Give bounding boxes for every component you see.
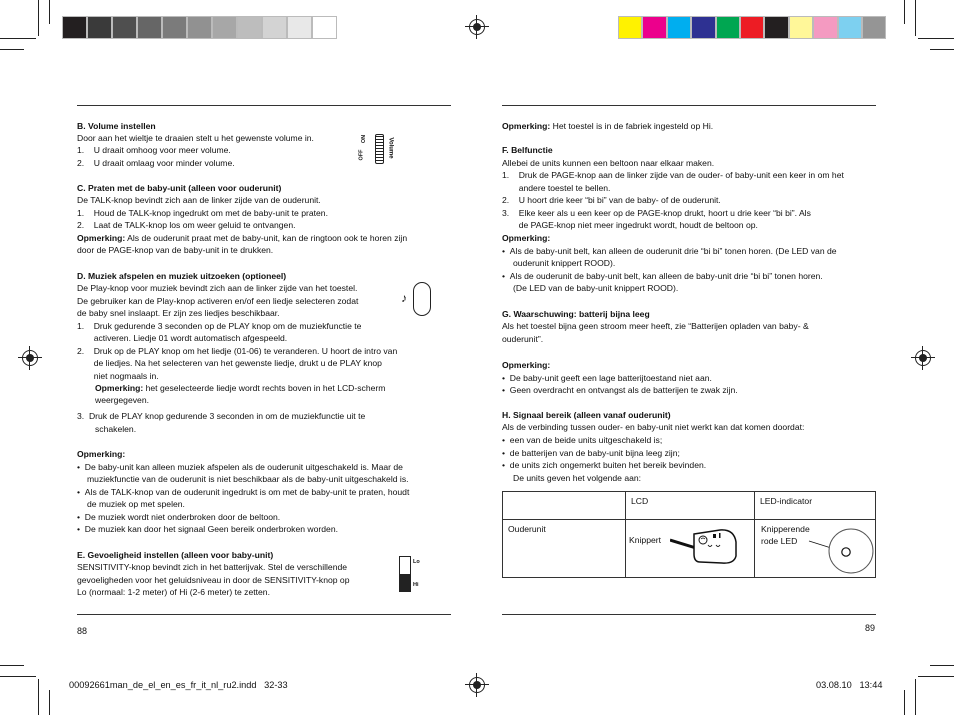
bullet-cont: muziekfunctie van de ouderunit is niet beschikbaar als de baby-unit uitgeschakeld is. — [87, 474, 409, 484]
bullet-cont: ouderunit knippert ROOD). — [513, 258, 616, 268]
section-d-note-label: Opmerking: — [77, 449, 126, 459]
crop-mark — [38, 0, 39, 36]
sensitivity-switch-icon — [399, 556, 429, 594]
left-top-rule — [77, 105, 451, 106]
section-d-inline-note — [95, 382, 385, 394]
led-label-line-1: Knipperende — [761, 524, 810, 534]
crop-mark — [904, 690, 905, 715]
bullet-item: • De muziek kan door het signaal Geen bereik onderbroken worden. — [77, 524, 338, 534]
color-swatch — [642, 16, 666, 39]
section-d-line: 2. Druk op de PLAY knop om het liedje (01-06) te veranderen. U hoort de intro van — [77, 346, 398, 356]
section-d-inline-note-cont: weergegeven. — [95, 395, 149, 405]
section-h-after: De units geven het volgende aan: — [513, 473, 642, 483]
color-swatch — [618, 16, 642, 39]
crop-mark — [930, 665, 954, 666]
color-swatch — [862, 16, 886, 39]
crop-mark — [0, 665, 24, 666]
crop-mark — [38, 679, 39, 715]
section-d-title: D. Muziek afspelen en muziek uitzoeken (optioneel) — [77, 271, 287, 281]
color-swatch — [312, 16, 337, 39]
page-number: 89 — [865, 623, 876, 633]
color-swatch — [838, 16, 862, 39]
section-f-line: 2. U hoort drie keer “bi bi” van de baby- of de ouderunit. — [502, 195, 721, 205]
color-swatch — [162, 16, 187, 39]
note-text: Als de ouderunit praat met de baby-unit, kan de ringtoon ook te horen zijn — [125, 233, 408, 243]
section-b-title: B. Volume instellen — [77, 121, 156, 131]
crop-mark — [918, 676, 954, 677]
bullet-item: • Als de TALK-knop van de ouderunit ingedrukt is om met de baby-unit te praten, houdt — [77, 487, 410, 497]
section-c-title: C. Praten met de baby-unit (alleen voor ouderunit) — [77, 183, 282, 193]
bullet-text: De muziek kan door het signaal Geen bereik onderbroken worden. — [84, 524, 338, 534]
bullet-item: • Als de baby-unit belt, kan alleen de ouderunit drie “bi bi” tonen horen. (De LED van de — [502, 246, 837, 256]
color-swatch — [813, 16, 837, 39]
volume-on-label: ON — [361, 134, 368, 144]
color-swatch — [187, 16, 212, 39]
crop-mark — [930, 49, 954, 50]
section-f-note-label: Opmerking: — [502, 233, 551, 243]
bullet-text: de units zich ongemerkt buiten het bereik bevinden. — [509, 460, 707, 470]
section-d-item3: 3. Druk de PLAY knop gedurende 3 seconden in om de muziekfunctie uit te — [77, 411, 366, 421]
registration-mark-icon — [22, 350, 38, 366]
section-c-note — [77, 232, 407, 244]
bullet-item: • De muziek wordt niet onderbroken door de beltoon. — [77, 512, 281, 522]
section-f-line: 1. Druk de PAGE-knop aan de linker zijde van de ouder- of baby-unit een keer in om het — [502, 170, 844, 180]
section-f-line: andere toestel te bellen. — [502, 183, 611, 193]
crop-mark — [49, 690, 50, 715]
footer-date-value: 03.08.10 — [816, 680, 852, 690]
section-e-line: SENSITIVITY-knop bevindt zich in het batterijvak. Stel de verschillende — [77, 562, 348, 572]
right-bottom-rule — [502, 614, 876, 615]
color-swatch — [789, 16, 813, 39]
section-d-line: 1. Druk gedurende 3 seconden op de PLAY knop om de muziekfunctie te — [77, 321, 362, 331]
section-c-line: 2. Laat de TALK-knop los om weer geluid te ontvangen. — [77, 220, 296, 230]
registration-mark-icon — [469, 19, 485, 35]
top-note — [502, 120, 713, 132]
note-label: Opmerking: — [502, 121, 551, 131]
color-swatch — [62, 16, 87, 39]
bullet-text: Als de ouderunit de baby-unit belt, kan alleen de baby-unit drie “bi bi” tonen horen. — [509, 271, 823, 281]
bullet-cont: (De LED van de baby-unit knippert ROOD). — [513, 283, 679, 293]
volume-wheel-icon — [358, 130, 402, 170]
volume-off-label: OFF — [358, 149, 365, 161]
crop-mark — [0, 676, 36, 677]
bullet-item: • de units zich ongemerkt buiten het bereik bevinden. — [502, 460, 707, 470]
section-b-line: 1. U draait omhoog voor meer volume. — [77, 145, 231, 155]
switch-hi-label: Hi — [413, 582, 419, 588]
bullet-text: Als de TALK-knop van de ouderunit ingedrukt is om met de baby-unit te praten, houdt — [84, 487, 410, 497]
note-label: Opmerking: — [95, 383, 144, 393]
table-row-label: Ouderunit — [503, 520, 626, 578]
crop-mark — [0, 49, 24, 50]
note-text: het geselecteerde liedje wordt rechts boven in het LCD-scherm — [143, 383, 386, 393]
crop-mark — [915, 0, 916, 36]
color-swatch — [87, 16, 112, 39]
color-swatch — [212, 16, 237, 39]
section-d-line: de liedjes. Na het selecteren van het gewenste liedje, drukt u de PLAY knop — [77, 358, 382, 368]
led-label-line-2: rode LED — [761, 536, 798, 546]
table-header-led: LED-indicator — [755, 492, 876, 520]
section-h-line: Als de verbinding tussen ouder- en baby-unit niet werkt kan dat komen doordat: — [502, 422, 805, 432]
switch-lo-label: Lo — [413, 559, 420, 565]
section-e-line: Lo (normaal: 1-2 meter) of Hi (2-6 meter) te zetten. — [77, 587, 270, 597]
bullet-text: de batterijen van de baby-unit bijna leeg zijn; — [509, 448, 680, 458]
section-f-title: F. Belfunctie — [502, 145, 553, 155]
bullet-item: • De baby-unit kan alleen muziek afspelen als de ouderunit uitgeschakeld is. Maar de — [77, 462, 403, 472]
red-led-indicator-icon — [799, 525, 879, 577]
color-swatch — [764, 16, 788, 39]
bullet-item: • Als de ouderunit de baby-unit belt, kan alleen de baby-unit drie “bi bi” tonen horen. — [502, 271, 823, 281]
section-g-line: Als het toestel bijna geen stroom meer heeft, zie “Batterijen opladen van baby- & — [502, 321, 809, 331]
table-lcd-cell — [626, 520, 755, 578]
bullet-text: De baby-unit kan alleen muziek afspelen als de ouderunit uitgeschakeld is. Maar de — [84, 462, 403, 472]
bullet-item: • een van de beide units uitgeschakeld is; — [502, 435, 663, 445]
section-g-line: ouderunit”. — [502, 334, 544, 344]
color-swatch — [112, 16, 137, 39]
color-swatch — [137, 16, 162, 39]
table-led-cell — [755, 520, 876, 578]
right-top-rule — [502, 105, 876, 106]
color-swatch — [667, 16, 691, 39]
crop-mark — [918, 38, 954, 39]
section-g-note-label: Opmerking: — [502, 360, 551, 370]
bullet-cont: de muziek op met spelen. — [87, 499, 185, 509]
color-swatch — [740, 16, 764, 39]
section-d-line: De Play-knop voor muziek bevindt zich aan de linker zijde van het toestel. — [77, 283, 358, 293]
section-e-title: E. Gevoeligheid instellen (alleen voor baby-unit) — [77, 550, 274, 560]
footer-file-info: 00092661man_de_el_en_es_fr_it_nl_ru2.indd 32-33 — [69, 680, 288, 690]
color-swatch — [287, 16, 312, 39]
bullet-item: • de batterijen van de baby-unit bijna leeg zijn; — [502, 448, 680, 458]
color-swatch — [262, 16, 287, 39]
bullet-text: een van de beide units uitgeschakeld is; — [509, 435, 663, 445]
signal-status-table — [502, 491, 876, 578]
crop-mark — [915, 679, 916, 715]
section-b-line: Door aan het wieltje te draaien stelt u het gewenste volume in. — [77, 133, 314, 143]
note-text: Het toestel is in de fabriek ingesteld op Hi. — [550, 121, 714, 131]
volume-label: Volume — [387, 137, 394, 159]
section-b-line: 2. U draait omlaag voor minder volume. — [77, 158, 235, 168]
left-bottom-rule — [77, 614, 451, 615]
bullet-text: De muziek wordt niet onderbroken door de beltoon. — [84, 512, 281, 522]
registration-mark-icon — [469, 677, 485, 693]
bullet-item: • Geen overdracht en ontvangst als de batterijen te zwak zijn. — [502, 385, 738, 395]
footer-time-value: 13:44 — [859, 680, 883, 690]
section-f-line: 3. Elke keer als u een keer op de PAGE-knop drukt, hoort u drie keer “bi bi”. Als — [502, 208, 811, 218]
section-c-line: De TALK-knop bevindt zich aan de linker zijde van de ouderunit. — [77, 195, 321, 205]
section-d-line: De gebruiker kan de Play-knop activeren en/of een liedje selecteren zodat — [77, 296, 359, 306]
footer-date — [816, 679, 882, 691]
section-d-item3-cont: schakelen. — [95, 424, 137, 434]
section-d-line: activeren. Liedje 01 wordt automatisch afgespeeld. — [77, 333, 288, 343]
table-header-lcd: LCD — [626, 492, 755, 520]
section-c-note-cont: door de PAGE-knop van de baby-unit in te drukken. — [77, 245, 274, 255]
section-h-title: H. Signaal bereik (alleen vanaf ouderunit) — [502, 410, 671, 420]
lcd-screen-icon — [670, 526, 748, 566]
section-d-line: niet nogmaals in. — [77, 371, 159, 381]
bullet-item: • De baby-unit geeft een lage batterijtoestand niet aan. — [502, 373, 712, 383]
bullet-text: Als de baby-unit belt, kan alleen de ouderunit drie “bi bi” tonen horen. (De LED van de — [509, 246, 837, 256]
section-e-line: gevoeligheden voor het geluidsniveau in door de SENSITIVITY-knop op — [77, 575, 350, 585]
color-swatch — [237, 16, 262, 39]
section-c-line: 1. Houd de TALK-knop ingedrukt om met de baby-unit te praten. — [77, 208, 328, 218]
color-swatch — [716, 16, 740, 39]
bullet-text: De baby-unit geeft een lage batterijtoestand niet aan. — [509, 373, 712, 383]
crop-mark — [49, 0, 50, 24]
section-d-line: de baby snel inslaapt. Er zijn zes liedjes beschikbaar. — [77, 308, 280, 318]
section-g-title: G. Waarschuwing: batterij bijna leeg — [502, 309, 650, 319]
color-swatch — [691, 16, 715, 39]
page-number: 88 — [77, 626, 88, 636]
crop-mark — [0, 38, 36, 39]
section-f-line: de PAGE-knop niet meer ingedrukt wordt, houdt de beltoon op. — [502, 220, 758, 230]
play-button-icon: ♪ — [398, 282, 438, 318]
note-label: Opmerking: — [77, 233, 126, 243]
section-f-line: Allebei de units kunnen een beltoon naar elkaar maken. — [502, 158, 715, 168]
bullet-text: Geen overdracht en ontvangst als de batterijen te zwak zijn. — [509, 385, 738, 395]
registration-mark-icon — [915, 350, 931, 366]
table-header-empty — [503, 492, 626, 520]
lcd-label: Knippert — [629, 535, 662, 545]
crop-mark — [904, 0, 905, 24]
